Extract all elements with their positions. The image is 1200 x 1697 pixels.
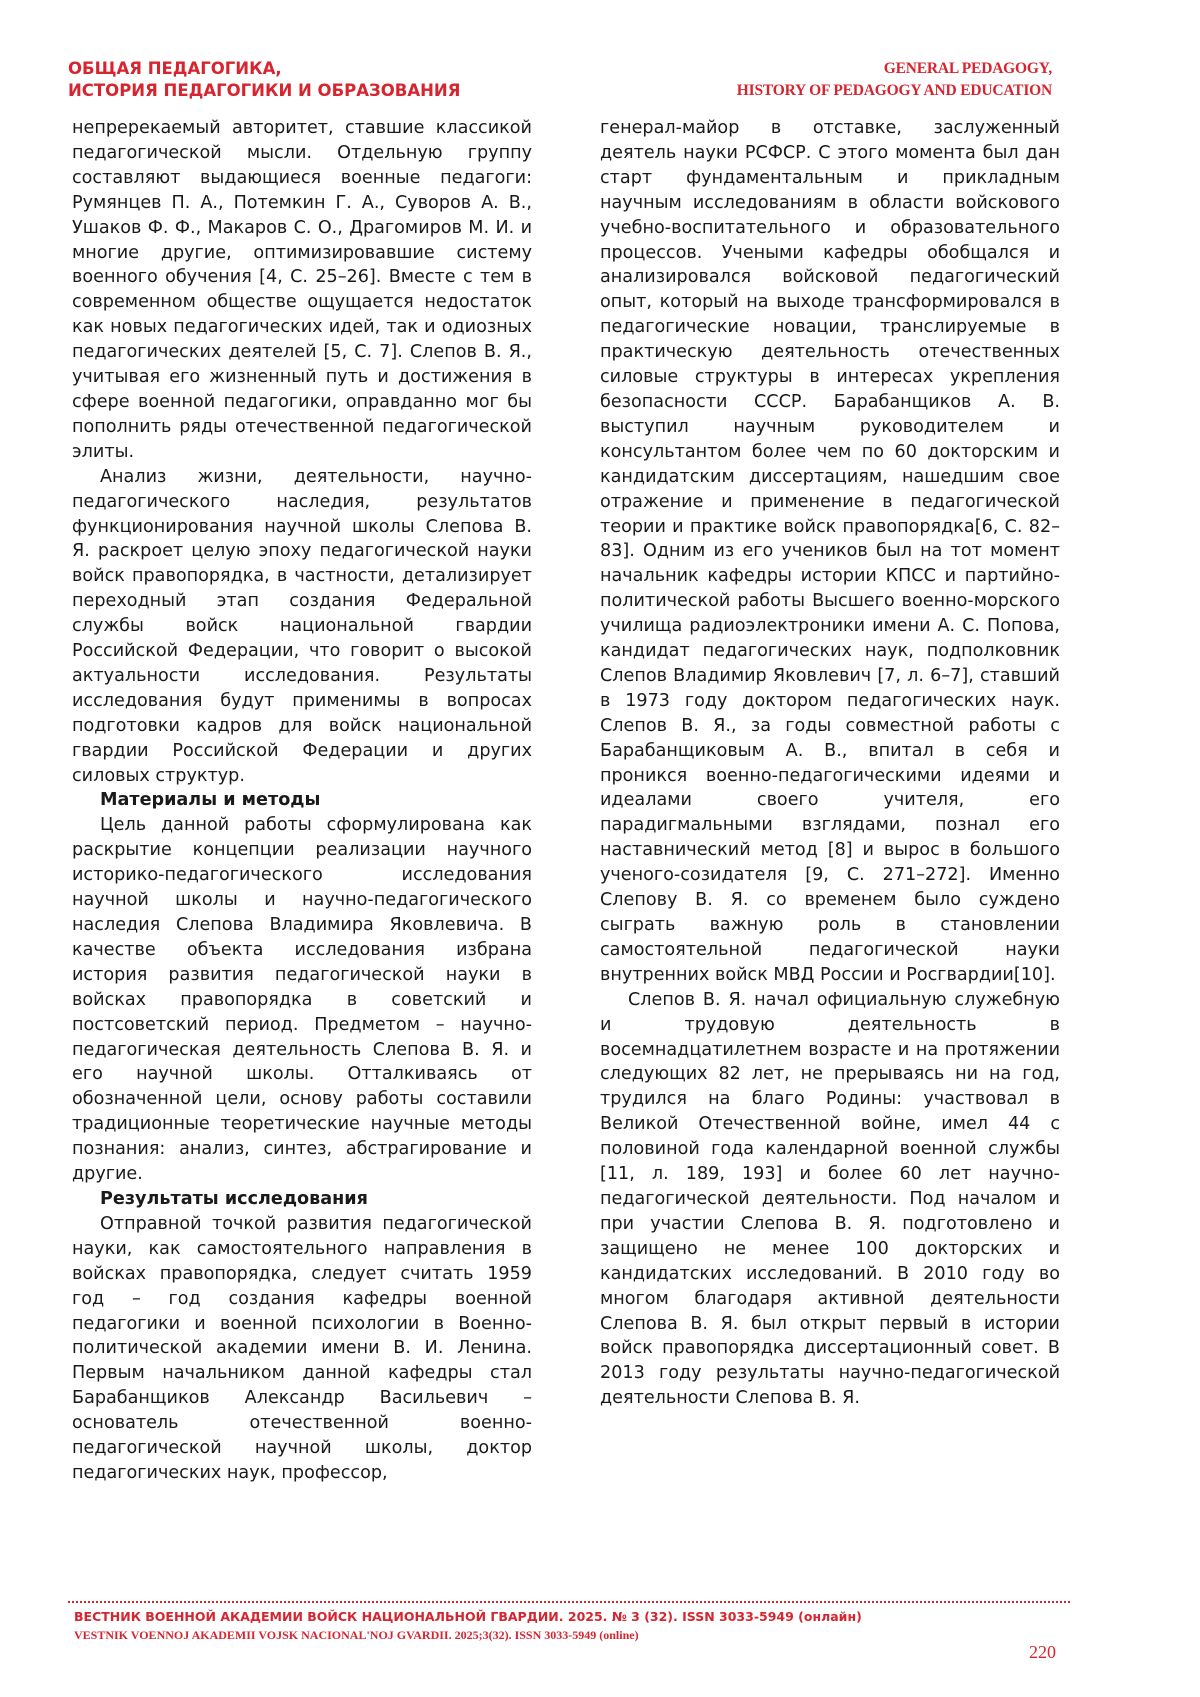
footer-divider (68, 1601, 1070, 1603)
footer-journal-ru: ВЕСТНИК ВОЕННОЙ АКАДЕМИИ ВОЙСК НАЦИОНАЛЬНОЙ ГВАРДИИ. 2025. № 3 (32). ISSN 3033-5949 (онлайн) (74, 1609, 862, 1624)
section-heading-results: Результаты исследования (100, 1188, 368, 1209)
running-header-en (737, 58, 1052, 102)
footer-journal-en: VESTNIK VOENNOJ AKADEMII VOJSK NACIONAL'NOJ GVARDII. 2025;3(32). ISSN 3033-5949 (online) (74, 1628, 639, 1642)
running-header-ru (68, 58, 460, 102)
paragraph: Анализ жизни, деятельности, научно-педагогического наследия, результатов функционирования научной школы Слепова В. Я. раскроет целую эпоху педагогической науки войск правопорядка, в частности, детализирует переходный этап создания Федеральной службы войск национальной гвардии Российской Федерации, что говорит о высокой актуальности исследования. Результаты исследования будут применимы в вопросах подготовки кадров для войск национальной гвардии Российской Федерации и других силовых структур. (72, 466, 532, 786)
header-ru-line1: ОБЩАЯ ПЕДАГОГИКА, (68, 59, 282, 78)
section-heading-methods: Материалы и методы (100, 790, 321, 811)
header-ru-line2: ИСТОРИЯ ПЕДАГОГИКИ И ОБРАЗОВАНИЯ (68, 81, 461, 100)
paragraph: Отправной точкой развития педагогической науки, как самостоятельного направления в войсках правопорядка, следует считать 1959 год – год создания кафедры военной педагогики и военной психологии в Военно-политической академии имени В. И. Ленина. Первым начальником данной кафедры стал Барабанщиков Александр Васильевич – основатель отечественной военно-педагогической научной школы, доктор педагогических наук, профессор, (72, 1213, 532, 1483)
paragraph: генерал-майор в отставке, заслуженный деятель науки РСФСР. С этого момента был дан старт фундаментальным и прикладным научным исследованиям в области войскового учебно-воспитательного и образовательного процессов. Учеными кафедры обобщался и анализировался войсковой педагогический опыт, который на выходе трансформировался в педагогические новации, транслируемые в практическую деятельность отечественных силовые структуры в интересах укрепления безопасности СССР. Барабанщиков А. В. выступил научным руководителем и консультантом более чем по 60 докторским и кандидатским диссертациям, нашедшим свое отражение и применение в педагогической теории и практике войск правопорядка[6, С. 82–83]. Одним из его учеников был на тот момент начальник кафедры истории КПСС и партийно-политической работы Высшего военно-морского училища радиоэлектроники имени А. С. Попова, кандидат педагогических наук, подполковник Слепов Владимир Яковлевич [7, л. 6–7], ставший в 1973 году доктором педагогических наук. Слепов В. Я., за годы совместной работы с Барабанщиковым А. В., впитал в себя и проникся военно-педагогическими идеями и идеалами своего учителя, его парадигмальными взглядами, познал его наставнический метод [8] и вырос в большого ученого-созидателя [9, С. 271–272]. Именно Слепову В. Я. со временем было суждено сыграть важную роль в становлении самостоятельной педагогической науки внутренних войск МВД России и Росгвардии[10]. (600, 118, 1060, 985)
paragraph: непререкаемый авторитет, ставшие классикой педагогической мысли. Отдельную группу составляют выдающиеся военные педагоги: Румянцев П. А., Потемкин Г. А., Суворов А. В., Ушаков Ф. Ф., Макаров С. О., Драгомиров М. И. и многие другие, оптимизировавшие систему военного обучения [4, С. 25–26]. Вместе с тем в современном обществе ощущается недостаток как новых педагогических идей, так и одиозных педагогических деятелей [5, С. 7]. Слепов В. Я., учитывая его жизненный путь и достижения в сфере военной педагогики, оправданно мог бы пополнить ряды отечественной педагогической элиты. (72, 118, 532, 462)
header-en-line2: HISTORY OF PEDAGOGY AND EDUCATION (736, 82, 1052, 99)
paragraph: Цель данной работы сформулирована как раскрытие концепции реализации научного историко-педагогического исследования научной школы и научно-педагогического наследия Слепова Владимира Яковлевича. В качестве объекта исследования избрана история развития педагогической науки в войсках правопорядка в советский и постсоветский период. Предметом – научно-педагогическая деятельность Слепова В. Я. и его научной школы. Отталкиваясь от обозначенной цели, основу работы составили традиционные теоретические научные методы познания: анализ, синтез, абстрагирование и другие. (72, 815, 532, 1185)
paragraph: Слепов В. Я. начал официальную служебную и трудовую деятельность в восемнадцатилетнем возрасте и на протяжении следующих 82 лет, не прерываясь ни на год, трудился на благо Родины: участвовал в Великой Отечественной войне, имел 44 с половиной года календарной военной службы [11, л. 189, 193] и более 60 лет научно-педагогической деятельности. Под началом и при участии Слепова В. Я. подготовлено и защищено не менее 100 докторских и кандидатских исследований. В 2010 году во многом благодаря активной деятельности Слепова В. Я. был открыт первый в истории войск правопорядка диссертационный совет. В 2013 году результаты научно-педагогической деятельности Слепова В. Я. (600, 989, 1060, 1409)
page-number: 220 (1029, 1642, 1056, 1662)
left-column (72, 116, 532, 1486)
header-en-line1: GENERAL PEDAGOGY, (883, 60, 1052, 77)
right-column (600, 116, 1060, 1411)
